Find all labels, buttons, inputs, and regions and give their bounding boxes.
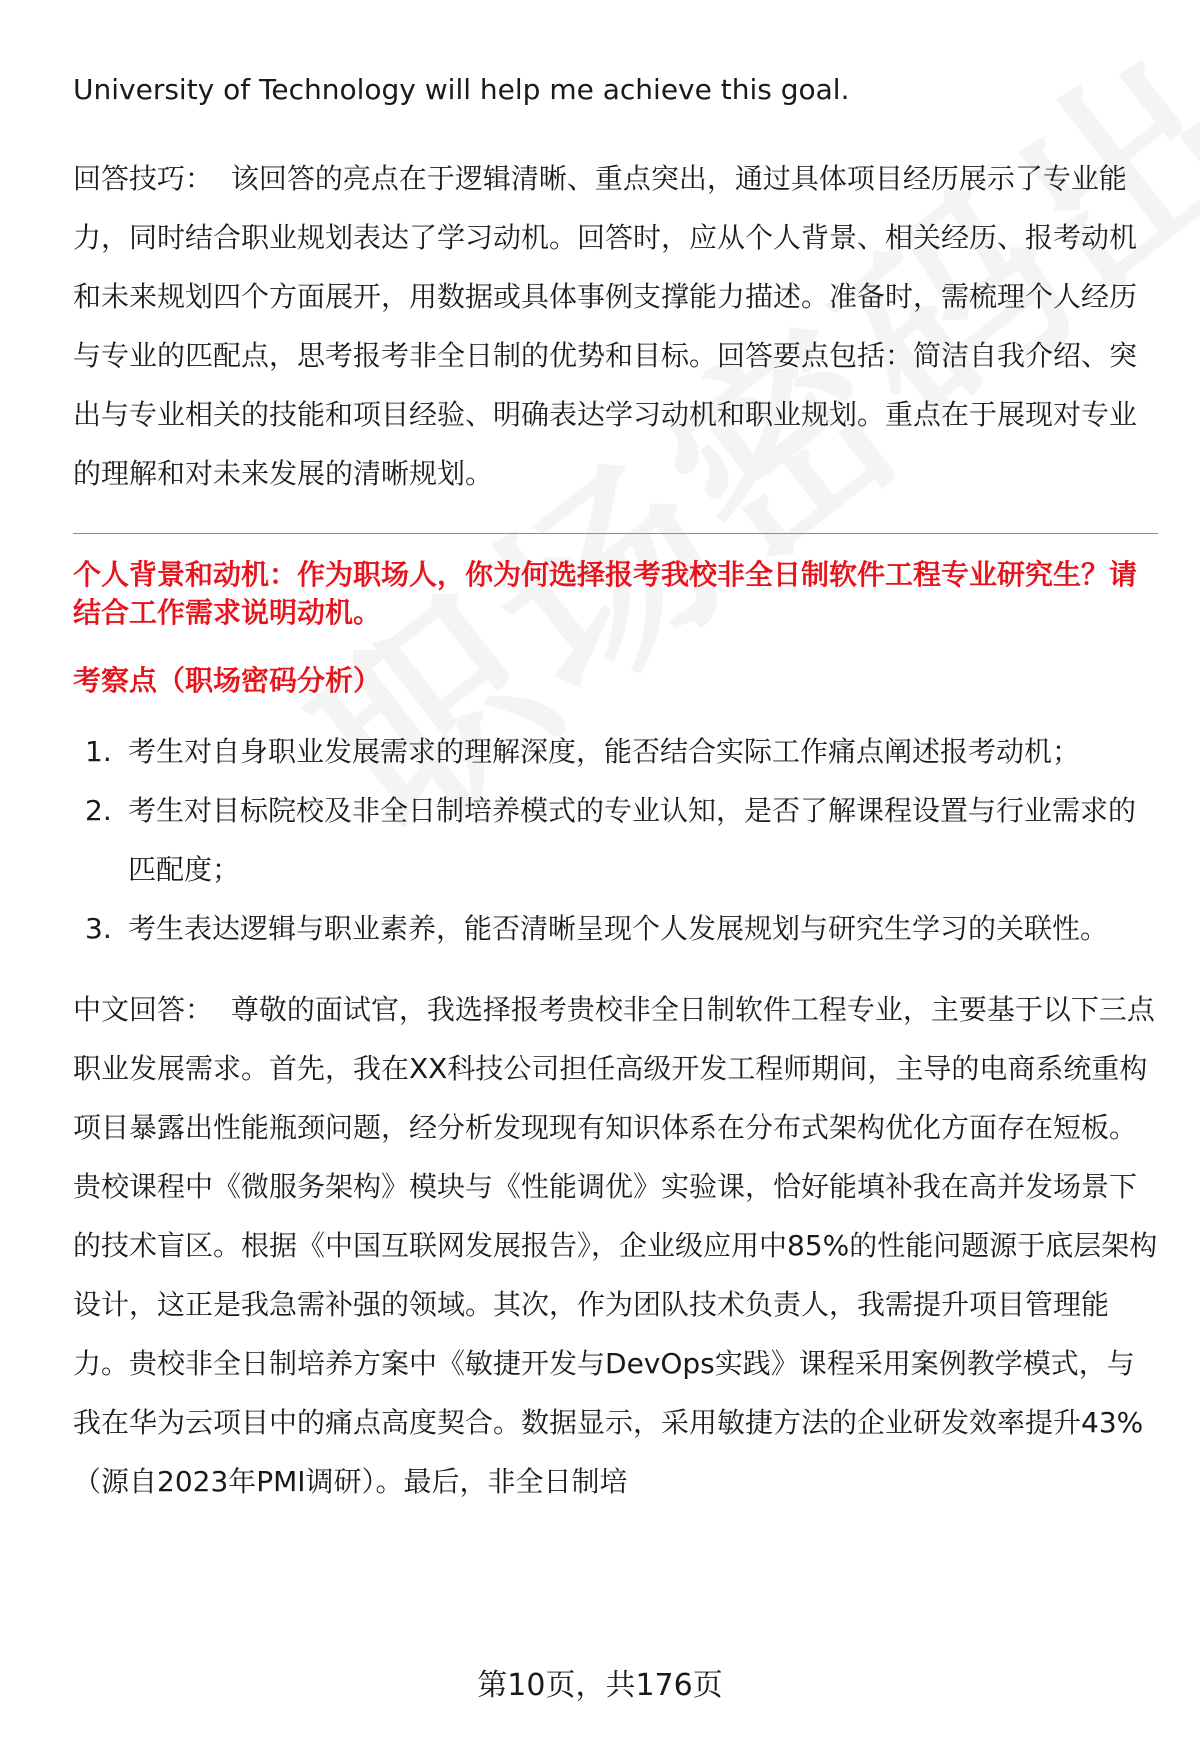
list-item-text: 考生对自身职业发展需求的理解深度，能否结合实际工作痛点阐述报考动机； [128,735,1081,768]
tips-paragraph [73,149,1158,503]
list-item-number: 1. [85,735,112,768]
list-item [73,781,1158,899]
list-item-text: 考生表达逻辑与职业素养，能否清晰呈现个人发展规划与研究生学习的关联性。 [128,912,1109,945]
list-item [73,722,1158,781]
points-list [73,722,1158,958]
list-item [73,899,1158,958]
list-item-number: 3. [85,912,112,945]
document-body [73,60,1158,1511]
intro-tail: University of Technology will help me achieve this goal. [73,73,850,106]
question-heading: 个人背景和动机：作为职场人，你为何选择报考我校非全日制软件工程专业研究生？请结合工作需求说明动机。 [73,558,1138,629]
tips-label: 回答技巧： [73,162,214,195]
answer-text: 尊敬的面试官，我选择报考贵校非全日制软件工程专业，主要基于以下三点职业发展需求。首先，我在XX科技公司担任高级开发工程师期间，主导的电商系统重构项目暴露出性能瓶颈问题，经分析发现现有知识体系在分布式架构优化方面存在短板。贵校课程中《微服务架构》模块与《性能调优》实验课，恰好能填补我在高并发场景下的技术盲区。根据《中国互联网发展报告》，企业级应用中85%的性能问题源于底层架构设计，这正是我急需补强的领域。其次，作为团队技术负责人，我需提升项目管理能力。贵校非全日制培养方案中《敏捷开发与DevOps实践》课程采用案例教学模式，与我在华为云项目中的痛点高度契合。数据显示，采用敏捷方法的企业研发效率提升43%（源自2023年PMI调研）。最后，非全日制培 [73,993,1158,1498]
page-number: 第10页，共176页 [477,1668,723,1703]
list-item-number: 2. [85,794,112,827]
tips-text: 该回答的亮点在于逻辑清晰、重点突出，通过具体项目经历展示了专业能力，同时结合职业规划表达了学习动机。回答时，应从个人背景、相关经历、报考动机和未来规划四个方面展开，用数据或具体事例支撑能力描述。准备时，需梳理个人经历与专业的匹配点，思考报考非全日制的优势和目标。回答要点包括：简洁自我介绍、突出与专业相关的技能和项目经验、明确表达学习动机和职业规划。重点在于展现对专业的理解和对未来发展的清晰规划。 [73,162,1138,490]
page-footer [0,1660,1200,1704]
answer-label: 中文回答： [73,993,214,1026]
list-item-text: 考生对目标院校及非全日制培养模式的专业认知，是否了解课程设置与行业需求的匹配度； [128,794,1137,886]
points-heading: 考察点（职场密码分析） [73,664,382,697]
answer-paragraph [73,980,1158,1511]
section-divider [73,533,1158,534]
